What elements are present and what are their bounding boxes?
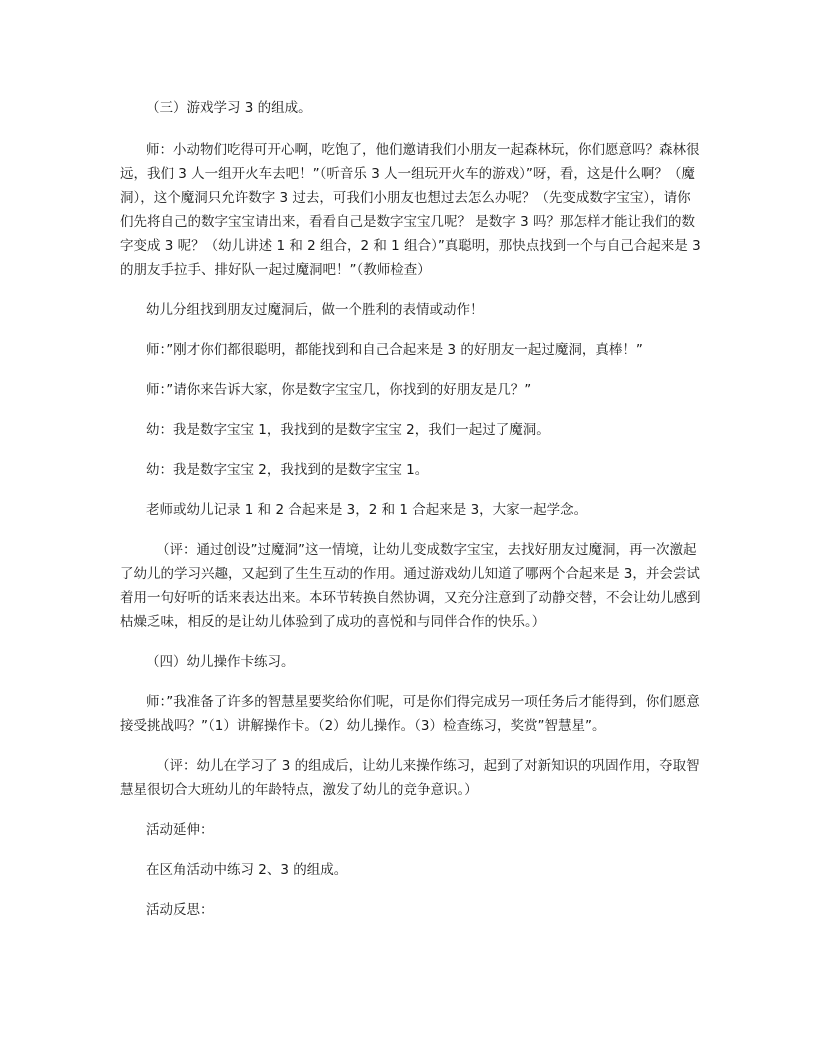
- teacher-dialogue-paragraph: 师：小动物们吃得可开心啊，吃饱了，他们邀请我们小朋友一起森林玩，你们愿意吗？森林很远，我们 3 人一组开火车去吧！”（听音乐 3 人一组玩开火车的游戏）”呀，看，这是什么啊？（魔洞），这个魔洞只允许数字 3 过去，可我们小朋友也想过去怎么办呢？（先变成数字宝宝），请你们先将自己的数字宝宝请出来，看看自己是数字宝宝几呢？ 是数字 3 吗？那怎样才能让我们的数字变成 3 呢？（幼儿讲述 1 和 2 组合，2 和 1 组合）”真聪明，那快点找到一个与自己合起来是 3 的朋友手拉手、排好队一起过魔洞吧！”（教师检查）: [120, 142, 701, 278]
- section-heading-3: （三）游戏学习 3 的组成。: [146, 100, 312, 116]
- teacher-question-paragraph: 师：”请你来告诉大家，你是数字宝宝几，你找到的好朋友是几？”: [146, 382, 532, 398]
- activity-extension-heading: 活动延伸：: [146, 822, 214, 838]
- section-heading-4: （四）幼儿操作卡练习。: [146, 654, 295, 670]
- children-group-paragraph: 幼儿分组找到朋友过魔洞后，做一个胜利的表情或动作！: [146, 302, 484, 318]
- comment-paragraph-2: （评：幼儿在学习了 3 的组成后，让幼儿来操作练习，起到了对新知识的巩固作用，夺取智慧星很切合大班幼儿的年龄特点，激发了幼儿的竞争意识。）: [120, 758, 700, 798]
- record-paragraph: 老师或幼儿记录 1 和 2 合起来是 3，2 和 1 合起来是 3，大家一起学念。: [146, 502, 588, 518]
- activity-extension-text: 在区角活动中练习 2、3 的组成。: [146, 862, 348, 878]
- child-answer-2: 幼：我是数字宝宝 2，我找到的是数字宝宝 1。: [146, 462, 429, 478]
- child-answer-1: 幼：我是数字宝宝 1，我找到的是数字宝宝 2，我们一起过了魔洞。: [146, 422, 550, 438]
- activity-reflection-heading: 活动反思：: [146, 902, 214, 918]
- teacher-praise-paragraph: 师：”刚才你们都很聪明，都能找到和自己合起来是 3 的好朋友一起过魔洞，真棒！”: [146, 342, 643, 358]
- teacher-challenge-paragraph: 师：”我准备了许多的智慧星要奖给你们呢，可是你们得完成另一项任务后才能得到，你们愿意接受挑战吗？”（1）讲解操作卡。（2）幼儿操作。（3）检查练习，奖赏”智慧星”。: [120, 694, 700, 734]
- comment-paragraph-1: （评：通过创设”过魔洞”这一情境，让幼儿变成数字宝宝，去找好朋友过魔洞，再一次激起了幼儿的学习兴趣，又起到了生生互动的作用。通过游戏幼儿知道了哪两个合起来是 3，并会尝试着用一句好听的话来表达出来。本环节转换自然协调，又充分注意到了动静交替，不会让幼儿感到枯燥乏味，相反的是让幼儿体验到了成功的喜悦和与同伴合作的快乐。）: [120, 542, 701, 630]
